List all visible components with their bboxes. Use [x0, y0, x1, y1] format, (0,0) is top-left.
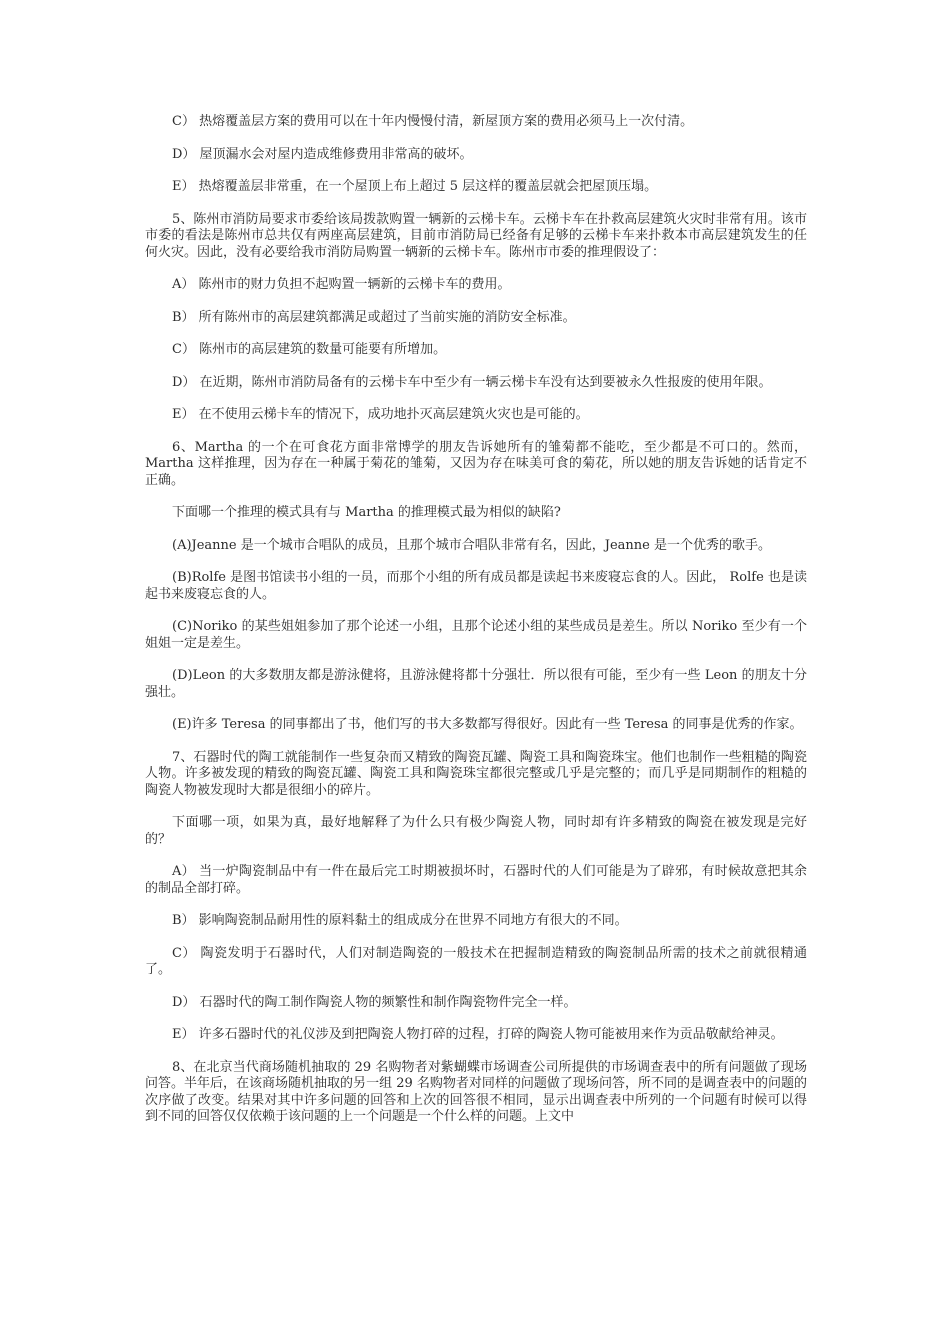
question-6-paragraph: 6、Martha 的一个在可食花方面非常博学的朋友告诉她所有的雏菊都不能吃，至少都是不可口的。然而，Martha 这样推理，因为存在一种属于菊花的雏菊，又因为存在味美可食的菊花，所以她的朋友告诉她的话肯定不正确。	[145, 439, 807, 488]
q7-option-b: B） 影响陶瓷制品耐用性的原料黏土的组成成分在世界不同地方有很大的不同。	[172, 913, 628, 928]
option-e-paragraph: E） 热熔覆盖层非常重，在一个屋顶上布上超过 5 层这样的覆盖层就会把屋顶压塌。	[172, 179, 658, 194]
option-d-paragraph: D） 屋顶漏水会对屋内造成维修费用非常高的破坏。	[172, 146, 473, 162]
q7-option-a: A） 当一炉陶瓷制品中有一件在最后完工时期被损坏时，石器时代的人们可能是为了辟邪，有时候故意把其余的制品全部打碎。	[145, 864, 807, 896]
q7-option-e: E） 许多石器时代的礼仪涉及到把陶瓷人物打碎的过程，打碎的陶瓷人物可能被用来作为贡品敬献给神灵。	[172, 1027, 784, 1042]
q6-option-b: (B)Rolfe 是图书馆读书小组的一员，而那个小组的所有成员都是读起书来废寝忘食的人。因此， Rolfe 也是读起书来废寝忘食的人。	[145, 570, 807, 602]
question-5-paragraph: 5、陈州市消防局要求市委给该局拨款购置一辆新的云梯卡车。云梯卡车在扑救高层建筑火灾时非常有用。该市市委的看法是陈州市总共仅有两座高层建筑，目前市消防局已经备有足够的云梯卡车来扑救本市高层建筑发生的任何火灾。因此，没有必要给我市消防局购置一辆新的云梯卡车。陈州市市委的推理假设了：	[145, 211, 807, 260]
question-7-paragraph: 7、石器时代的陶工就能制作一些复杂而又精致的陶瓷瓦罐、陶瓷工具和陶瓷珠宝。他们也制作一些粗糙的陶瓷人物。许多被发现的精致的陶瓷瓦罐、陶瓷工具和陶瓷珠宝都很完整或几乎是完整的；而几乎是同期制作的粗糙的陶瓷人物被发现时大都是很细小的碎片。	[145, 749, 807, 798]
q5-option-e: E） 在不使用云梯卡车的情况下，成功地扑灭高层建筑火灾也是可能的。	[172, 407, 589, 422]
q6-option-a: (A)Jeanne 是一个城市合唱队的成员，且那个城市合唱队非常有名，因此，Jeanne 是一个优秀的歌手。	[172, 537, 771, 553]
q5-option-d: D） 在近期，陈州市消防局备有的云梯卡车中至少有一辆云梯卡车没有达到要被永久性报废的使用年限。	[172, 374, 772, 390]
q6-option-e: (E)许多 Teresa 的同事都出了书，他们写的书大多数都写得很好。因此有一些 Teresa 的同事是优秀的作家。	[172, 717, 803, 732]
question-7-prompt: 下面哪一项，如果为真，最好地解释了为什么只有极少陶瓷人物，同时却有许多精致的陶瓷在被发现是完好的？	[145, 815, 807, 847]
option-c-paragraph: C） 热熔覆盖层方案的费用可以在十年内慢慢付清，新屋顶方案的费用必须马上一次付清。	[172, 114, 694, 129]
q6-option-c: (C)Noriko 的某些姐姐参加了那个论述一小组，且那个论述小组的某些成员是差生。所以 Noriko 至少有一个姐姐一定是差生。	[145, 619, 807, 651]
q5-option-c: C） 陈州市的高层建筑的数量可能要有所增加。	[172, 342, 447, 357]
question-6-prompt: 下面哪一个推理的模式具有与 Martha 的推理模式最为相似的缺陷?	[172, 505, 561, 520]
q7-option-c: C） 陶瓷发明于石器时代，人们对制造陶瓷的一般技术在把握制造精致的陶瓷制品所需的技术之前就很精通了。	[145, 945, 807, 977]
q6-option-d: (D)Leon 的大多数朋友都是游泳健将，且游泳健将都十分强壮．所以很有可能，至少有一些 Leon 的朋友十分强壮。	[145, 668, 807, 700]
q7-option-d: D） 石器时代的陶工制作陶瓷人物的频繁性和制作陶瓷物件完全一样。	[172, 994, 577, 1010]
question-8-paragraph: 8、在北京当代商场随机抽取的 29 名购物者对紫蝴蝶市场调查公司所提供的市场调查表中的所有问题做了现场问答。半年后，在该商场随机抽取的另一组 29 名购物者对同样的问题做了现场问答，所不同的是调查表中的问题的次序做了改变。结果对其中许多问题的回答和上次的回答很不相同，显示出调查表中所列的一个问题有时候可以得到不同的回答仅仅依赖于该问题的上一个问题是一个什么样的问题。上文中	[145, 1059, 807, 1124]
q5-option-b: B） 所有陈州市的高层建筑都满足或超过了当前实施的消防安全标准。	[172, 309, 576, 325]
document-page	[145, 114, 807, 1142]
q5-option-a: A） 陈州市的财力负担不起购置一辆新的云梯卡车的费用。	[172, 277, 511, 292]
